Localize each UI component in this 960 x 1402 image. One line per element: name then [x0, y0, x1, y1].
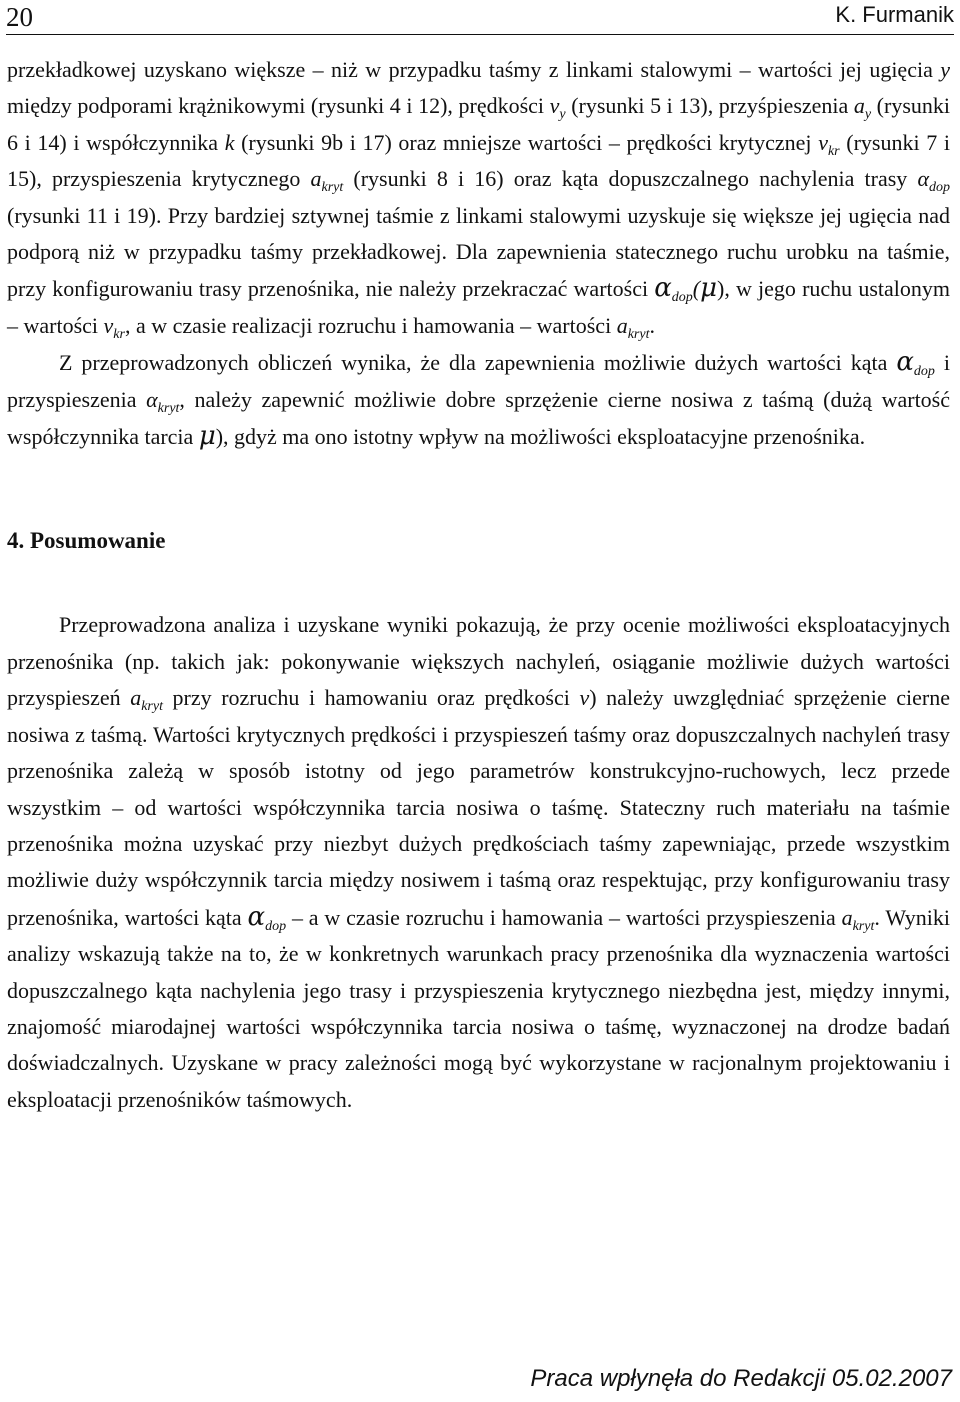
page-header [6, 0, 954, 36]
received-date: Praca wpłynęła do Redakcji 05.02.2007 [530, 1365, 952, 1392]
paragraph-2: Z przeprowadzonych obliczeń wynika, że dla zapewnienia możliwie dużych wartości kąta $\alpha_{dop}$ i przyspieszenia $\alpha_{kryt}$, należy zapewnić możliwie dobre sprzężenie cierne nosiwa z taśmą (dużą wartość współczynnika tarcia μ), gdyż ma ono istotny wpływ na możliwości eksploatacyjne przenośnika. [7, 347, 951, 452]
page-number: 20 [6, 2, 33, 32]
running-head-author: K. Furmanik [835, 2, 954, 27]
paragraph-1: przekładkowej uzyskano większe – niż w przypadku taśmy z linkami stalowymi – wartości jej ugięcia y między podporami krążnikowymi (rysunki 4 i 12), prędkości $v_y$ (rysunki 5 i 13), przyśpieszenia $a_y$ (rysunki 6 i 14) i współczynnika k (rysunki 9b i 17) oraz mniejsze wartości – prędkości krytycznej $v_{kr}$ (rysunki 7 i 15), przyspieszenia krytycznego $a_{kryt}$ (rysunki 8 i 16) oraz kąta dopuszczalnego nachylenia trasy $\alpha_{dop}$ (rysunki 11 i 19). Przy bardziej sztywnej taśmie z linkami stalowymi uzyskuje się większe jej ugięcia nad podporą niż w przypadku taśmy przekładkowej. Dla zapewnienia statecznego ruchu urobku na taśmie, przy konfigurowaniu trasy przenośnika, nie należy przekraczać wartości $\alpha_{dop}(\mu)$, w jego ruchu ustalonym – wartości $v_{kr}$, a w czasie realizacji rozruchu i hamowania – wartości $a_{kryt}$. [7, 57, 951, 342]
article-body [7, 52, 950, 1118]
paragraph-3: Przeprowadzona analiza i uzyskane wyniki pokazują, że przy ocenie możliwości eksploatacyjnych przenośnika (np. takich jak: pokonywanie większych nachyleń, osiąganie możliwie dużych wartości przyspieszeń $a_{kryt}$ przy rozruchu i hamowaniu oraz prędkości v) należy uwzględniać sprzężenie cierne nosiwa z taśmą. Wartości krytycznych prędkości i przyspieszeń taśmy oraz dopuszczalnych nachyleń trasy przenośnika zależą w sposób istotny od jego parametrów konstrukcyjno-ruchowych, lecz przede wszystkim – od wartości współczynnika tarcia nosiwa o taśmę. Stateczny ruch materiału na taśmie przenośnika można uzyskać przy niezbyt dużych prędkościach taśmy zapewniając, przede wszystkim możliwie duży współczynnik tarcia między nosiwem i taśmą oraz respektując, przy konfigurowaniu trasy przenośnika, wartości kąta $\alpha_{dop}$ – a w czasie rozruchu i hamowania – wartości przyspieszenia $a_{kryt}$. Wyniki analizy wskazują także na to, że w konkretnych warunkach pracy przenośnika dla wyznaczenia wartości dopuszczalnego kąta nachylenia jego trasy i przyspieszenia krytycznego niezbędna jest, między innymi, znajomość miarodajnej wartości współczynnika tarcia nosiwa o taśmę, wyznaczonej na drodze badań doświadczalnych. Uzyskane w pracy zależności mogą być wykorzystane w racjonalnym projektowaniu i eksploatacji przenośników taśmowych. [7, 612, 950, 1112]
header-rule [6, 34, 954, 35]
section-heading: 4. Posumowanie [7, 528, 166, 554]
